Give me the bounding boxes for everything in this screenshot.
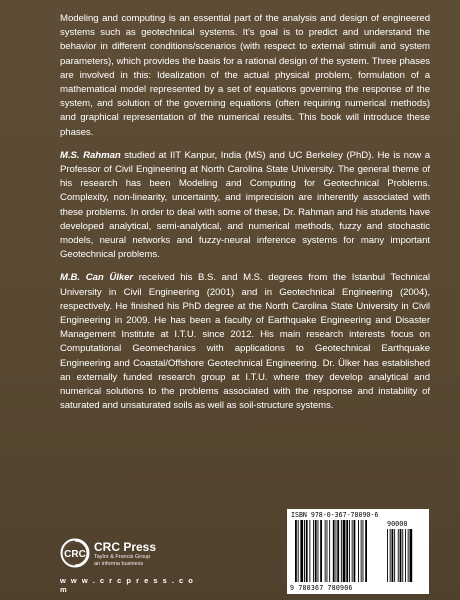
publisher-line2: an informa business (94, 561, 144, 567)
publisher-tagline (94, 554, 150, 568)
barcode-bars (287, 509, 429, 594)
author1-bio: studied at IIT Kanpur, India (MS) and UC Berkeley (PhD). He is now a Professor of Civil Engineering at North Carolina State University. The general theme of his research has been Modeling and Computing for Geotechnical Problems. Complexity, non-linearity, uncertainty, and imprecision are inherently associated with these problems. In order to deal with some of these, Dr. Rahman and his students have developed analytical, semi-analytical, and numerical methods, fuzzy and stochastic models, neural networks and fuzzy-neural inference systems for many important Geotechnical problems. (60, 149, 431, 261)
svg-text:CRC: CRC (64, 549, 86, 560)
author1-name: M.S. Rahman (60, 149, 121, 161)
isbn-text: ISBN 978-0-367-78090-6 (291, 511, 379, 519)
crc-logo-icon (60, 538, 90, 568)
publisher-name: CRC Press (94, 540, 157, 554)
author2-name: M.B. Can Ülker (60, 272, 134, 284)
price-code: 90000 (387, 520, 408, 528)
author1-paragraph (60, 149, 430, 263)
author2-paragraph (60, 271, 430, 413)
isbn-barcode (287, 509, 429, 594)
publisher-logo (60, 538, 200, 594)
author2-bio: received his B.S. and M.S. degrees from the Istanbul Technical University in Civil Engineering (2001) and in Geotechnical Engineering (2004), respectively. He finished his PhD degree at the North Carolina State University in Civil Engineering in 2009. He has been a faculty of Earthquake Engineering and Disaster Management Institute at I.T.U. since 2012. His main research interests focus on Computational Geomechanics with applications to Geotechnical Earthquake Engineering and Coastal/Offshore Geotechnical Engineering. Dr. Ülker has established an externally funded research group at I.T.U. where they develop analytical and numerical solutions to the problems associated with the response and instability of saturated and unsaturated soils as well as soil-structure systems. (60, 272, 430, 412)
description-block (60, 12, 430, 422)
publisher-url: w w w . c r c p r e s s . c o m (60, 576, 195, 594)
intro-paragraph: Modeling and computing is an essential part of the analysis and design of engineered systems such as geotechnical systems. It’s goal is to predict and understand the behavior in different conditions/scenarios (with respect to external stimuli and system parameters), which provides the basis for a rational design of the system. Three phases are involved in this: Idealization of the actual physical problem, formulation of a mathematical model represented by a set of equations governing the response of the system, and solution of the governing equations (often requiring numerical methods) and graphical representation of the numerical results. This book will introduce these phases. (60, 13, 430, 138)
publisher-line1: Taylor & Francis Group (94, 554, 151, 560)
barcode-digits: 9 780367 780906 (290, 584, 353, 592)
